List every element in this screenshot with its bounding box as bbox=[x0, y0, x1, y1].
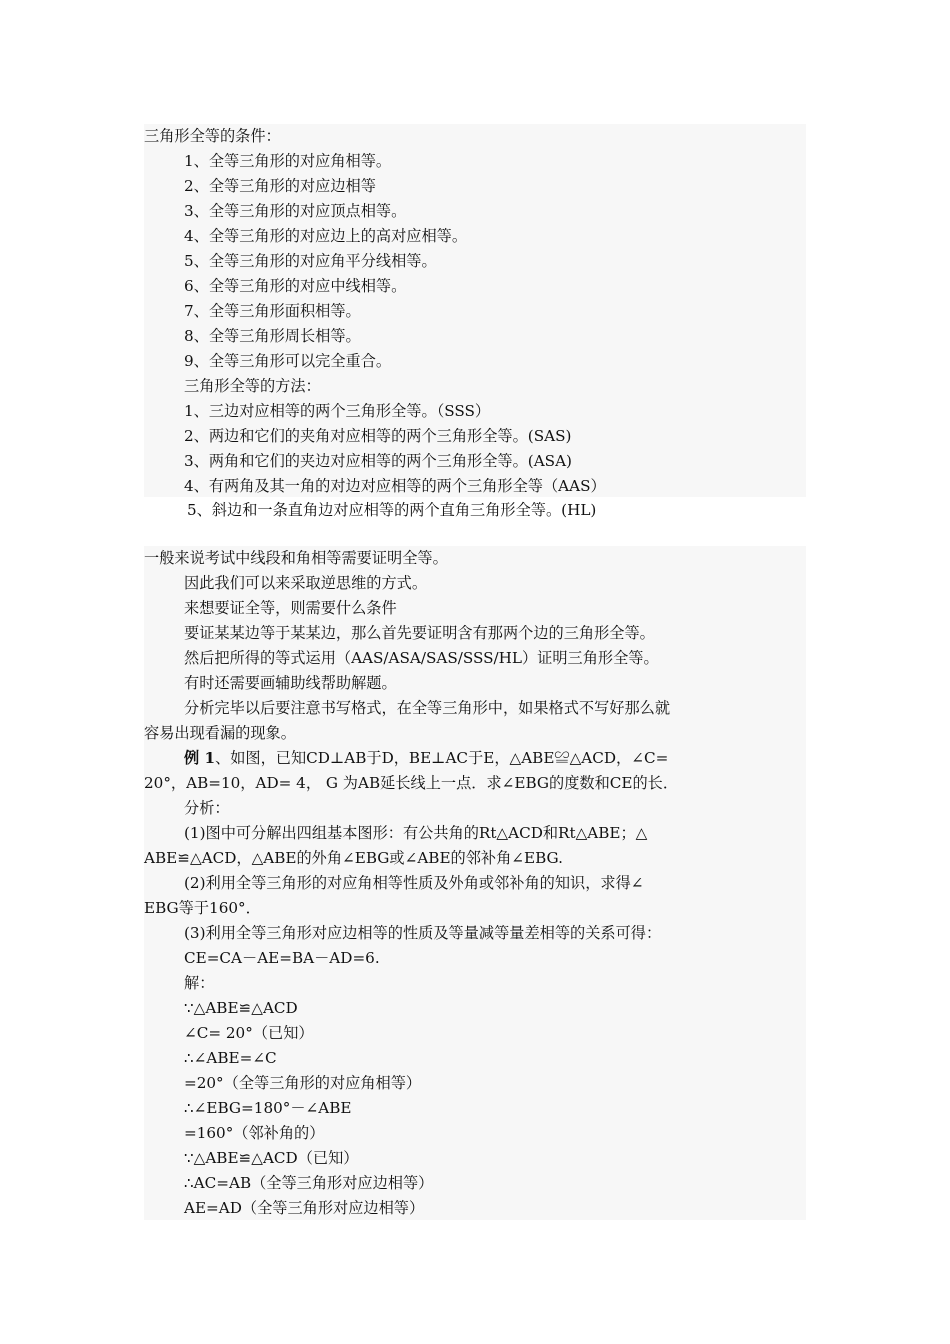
intro-paragraph: 一般来说考试中线段和角相等需要证明全等。 bbox=[144, 549, 448, 567]
method-item: 2、两边和它们的夹角对应相等的两个三角形全等。(SAS) bbox=[184, 427, 572, 445]
paragraph: 要证某某边等于某某边，那么首先要证明含有那两个边的三角形全等。 bbox=[184, 624, 655, 642]
solution-step: ∴∠ABE=∠C bbox=[184, 1049, 277, 1067]
solution-step: ∠C= 20°（已知） bbox=[184, 1024, 314, 1042]
condition-item: 1、全等三角形的对应角相等。 bbox=[184, 152, 392, 170]
solution-step: ∴∠EBG=180°－∠ABE bbox=[184, 1099, 352, 1117]
conditions-block bbox=[144, 124, 806, 497]
paragraph: 因此我们可以来采取逆思维的方式。 bbox=[184, 574, 427, 592]
conditions-title: 三角形全等的条件： bbox=[144, 127, 281, 145]
condition-item: 8、全等三角形周长相等。 bbox=[184, 327, 361, 345]
solution-step: ∵△ABE≌△ACD bbox=[184, 999, 298, 1017]
methods-title: 三角形全等的方法： bbox=[184, 377, 321, 395]
analysis-step-result: CE=CA－AE=BA－AD=6. bbox=[184, 949, 380, 967]
example-line bbox=[184, 746, 668, 771]
method-item-hl: 5、斜边和一条直角边对应相等的两个直角三角形全等。(HL) bbox=[187, 501, 597, 519]
solution-heading: 解： bbox=[184, 974, 215, 992]
example-text: 、如图，已知CD⊥AB于D，BE⊥AC于E，△ABE≌△ACD，∠C= bbox=[215, 749, 669, 767]
method-item: 3、两角和它们的夹边对应相等的两个三角形全等。(ASA) bbox=[184, 452, 572, 470]
condition-item: 7、全等三角形面积相等。 bbox=[184, 302, 361, 320]
condition-item: 6、全等三角形的对应中线相等。 bbox=[184, 277, 407, 295]
analysis-step: (2)利用全等三角形的对应角相等性质及外角或邻补角的知识，求得∠ bbox=[184, 874, 644, 892]
analysis-step: (1)图中可分解出四组基本图形：有公共角的Rt△ACD和Rt△ABE；△ bbox=[184, 824, 648, 842]
analysis-heading: 分析： bbox=[184, 799, 230, 817]
paragraph: 有时还需要画辅助线帮助解题。 bbox=[184, 674, 397, 692]
analysis-step-continued: EBG等于160°． bbox=[144, 899, 261, 917]
solution-step: ∵△ABE≌△ACD（已知） bbox=[184, 1149, 359, 1167]
paragraph: 然后把所得的等式运用（AAS/ASA/SAS/SSS/HL）证明三角形全等。 bbox=[184, 649, 659, 667]
analysis-step: (3)利用全等三角形对应边相等的性质及等量减等量差相等的关系可得： bbox=[184, 924, 662, 942]
paragraph-continued: 容易出现看漏的现象。 bbox=[144, 724, 296, 742]
condition-item: 3、全等三角形的对应顶点相等。 bbox=[184, 202, 407, 220]
solution-step: ∴AC=AB（全等三角形对应边相等） bbox=[184, 1174, 434, 1192]
method-item: 4、有两角及其一角的对边对应相等的两个三角形全等（AAS） bbox=[184, 477, 606, 495]
example-line-continued: 20°，AB=10，AD= 4， G 为AB延长线上一点．求∠EBG的度数和CE的长． bbox=[144, 774, 679, 792]
solution-step: =20°（全等三角形的对应角相等） bbox=[184, 1074, 422, 1092]
method-item: 1、三边对应相等的两个三角形全等。（SSS） bbox=[184, 402, 491, 420]
explanation-block bbox=[144, 546, 806, 1220]
solution-step: =160°（邻补角的） bbox=[184, 1124, 325, 1142]
paragraph: 来想要证全等，则需要什么条件 bbox=[184, 599, 397, 617]
example-label: 例 1 bbox=[184, 749, 216, 767]
paragraph: 分析完毕以后要注意书写格式，在全等三角形中，如果格式不写好那么就 bbox=[184, 699, 670, 717]
condition-item: 4、全等三角形的对应边上的高对应相等。 bbox=[184, 227, 468, 245]
condition-item: 2、全等三角形的对应边相等 bbox=[184, 177, 376, 195]
condition-item: 9、全等三角形可以完全重合。 bbox=[184, 352, 392, 370]
condition-item: 5、全等三角形的对应角平分线相等。 bbox=[184, 252, 437, 270]
analysis-step-continued: ABE≌△ACD，△ABE的外角∠EBG或∠ABE的邻补角∠EBG. bbox=[144, 849, 563, 867]
solution-step: AE=AD（全等三角形对应边相等） bbox=[184, 1199, 425, 1217]
